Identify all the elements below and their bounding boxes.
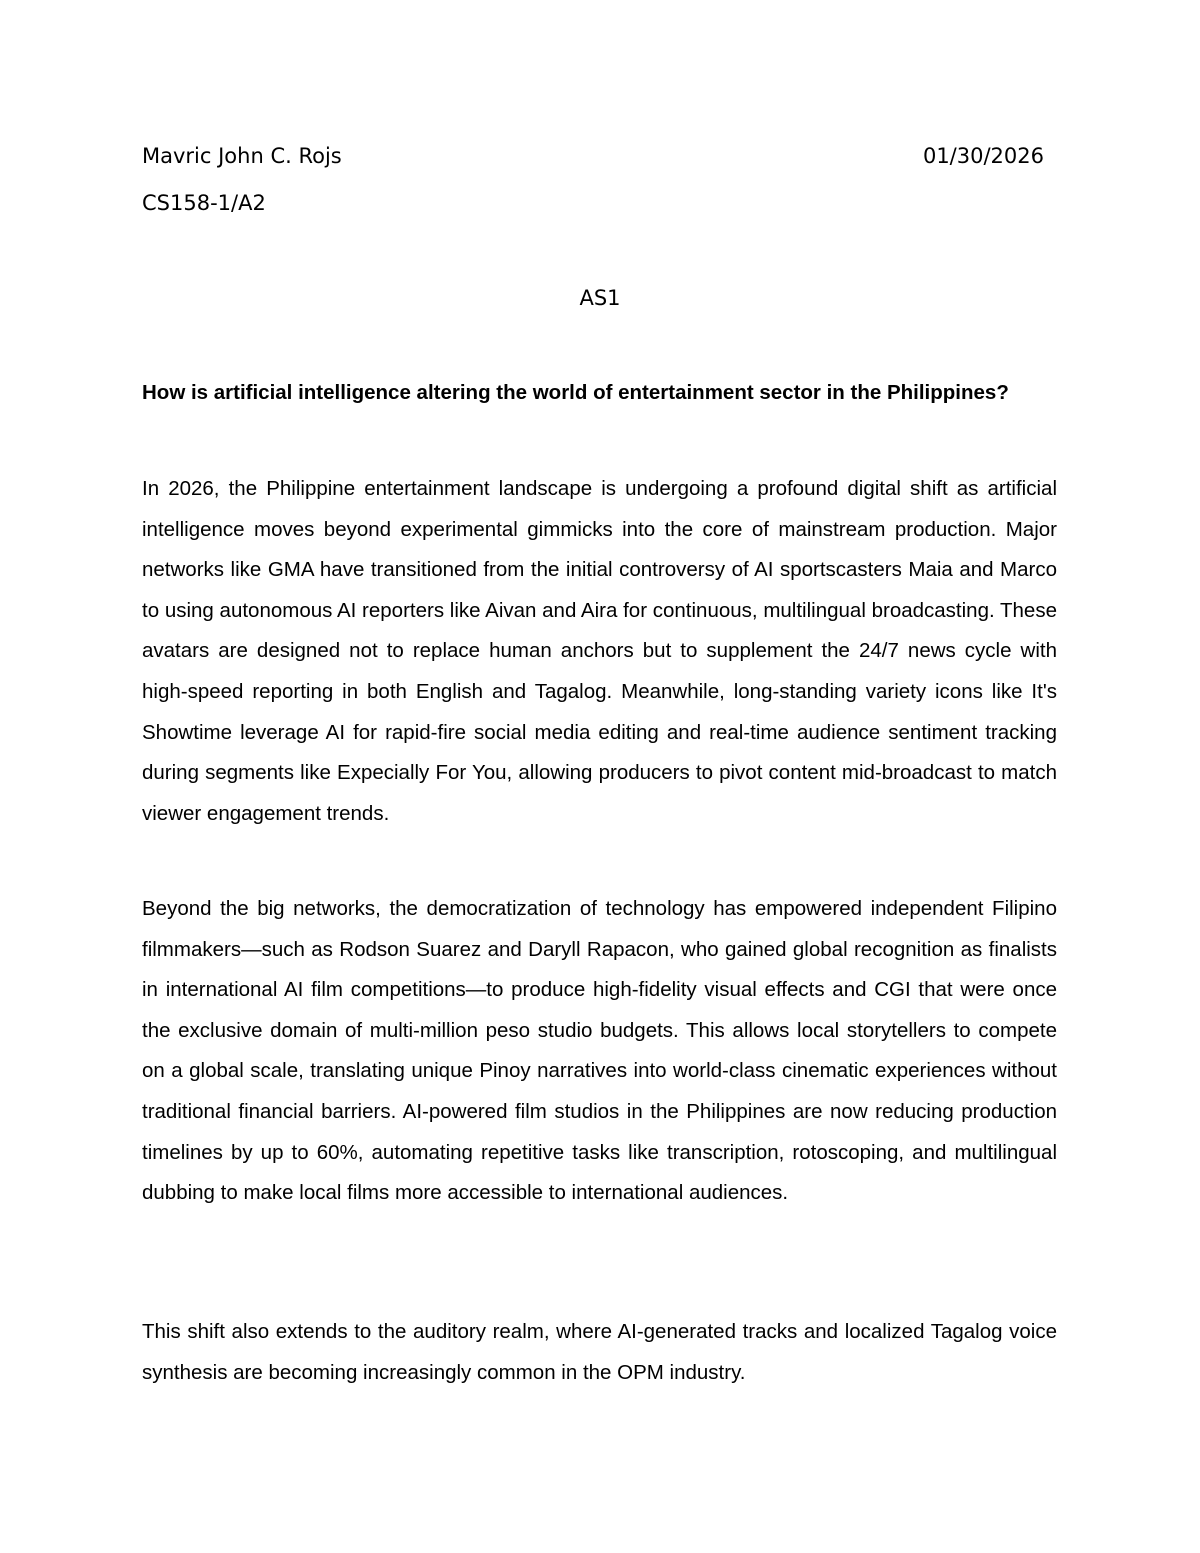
paragraph-3: This shift also extends to the auditory realm, where AI-generated tracks and localized Tagalog voice synthesis are becoming increasingly common in the OPM industry.: [142, 1320, 1057, 1384]
paragraph-1: In 2026, the Philippine entertainment landscape is undergoing a profound digital shift as artificial intelligence moves beyond experimental gimmicks into the core of mainstream production. Major networks like GMA have transitioned from the initial controversy of AI sportscasters Maia and Marco to using autonomous AI reporters like Aivan and Aira for continuous, multilingual broadcasting. These avatars are designed not to replace human anchors but to supplement the 24/7 news cycle with high-speed reporting in both English and Tagalog. Meanwhile, long-standing variety icons like It's Showtime leverage AI for rapid-fire social media editing and real-time audience sentiment tracking during segments like Expecially For You, allowing producers to pivot content mid-broadcast to match viewer engagement trends.: [142, 477, 1057, 825]
document-date: 01/30/2026: [922, 144, 1044, 168]
question-heading: How is artificial intelligence altering the world of entertainment sector in the Philippines?: [142, 381, 1009, 404]
author-name: Mavric John C. Rojs: [142, 144, 342, 168]
document-title: AS1: [579, 286, 621, 310]
paragraph-2: Beyond the big networks, the democratization of technology has empowered independent Filipino filmmakers—such as Rodson Suarez and Daryll Rapacon, who gained global recognition as finalists in international AI film competitions—to produce high-fidelity visual effects and CGI that were once the exclusive domain of multi-million peso studio budgets. This allows local storytellers to compete on a global scale, translating unique Pinoy narratives into world-class cinematic experiences without traditional financial barriers. AI-powered film studios in the Philippines are now reducing production timelines by up to 60%, automating repetitive tasks like transcription, rotoscoping, and multilingual dubbing to make local films more accessible to international audiences.: [142, 897, 1057, 1205]
course-code: CS158-1/A2: [142, 191, 266, 215]
